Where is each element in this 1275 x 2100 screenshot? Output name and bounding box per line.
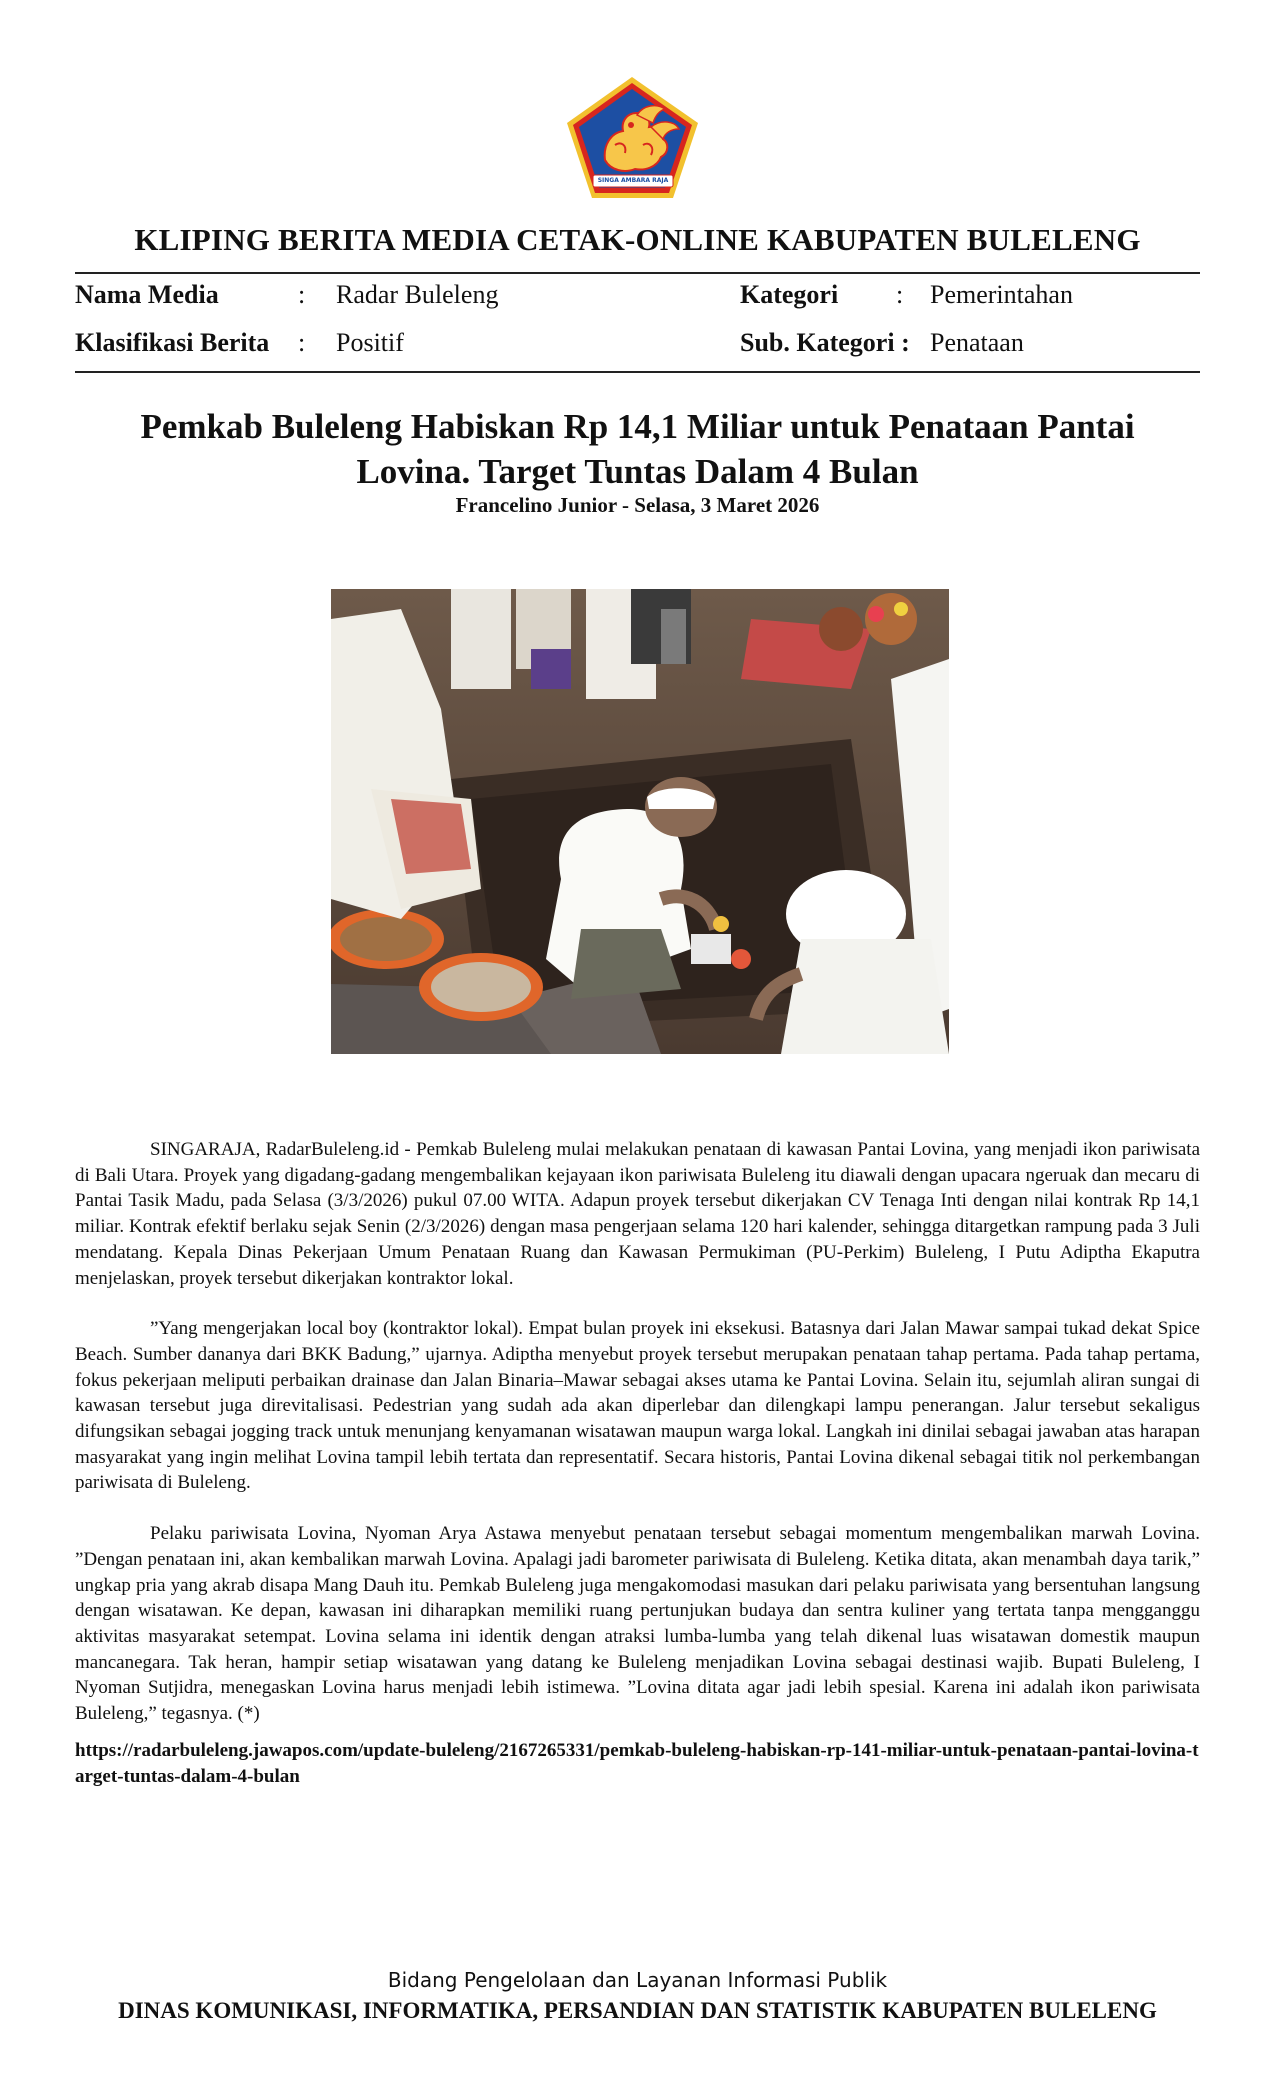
klasifikasi-label: Klasifikasi Berita	[75, 328, 270, 357]
page-title: KLIPING BERITA MEDIA CETAK-ONLINE KABUPATEN BULELENG	[134, 222, 1141, 257]
logo-banner-text: SINGA AMBARA RAJA	[597, 177, 669, 184]
divider-bottom	[75, 371, 1200, 373]
singa-ambara-raja-logo	[565, 75, 700, 200]
article-photo	[331, 589, 949, 1054]
kategori-colon: :	[896, 280, 904, 309]
klasifikasi-value: Positif	[336, 328, 404, 357]
divider-top	[75, 272, 1200, 274]
source-link[interactable]: https://radarbuleleng.jawapos.com/update-buleleng/2167265331/pemkab-buleleng-habiskan-rp-141-miliar-untuk-penataan-pantai-lovina-target-tuntas-dalam-4-bulan	[75, 1740, 1199, 1787]
footer-department: Bidang Pengelolaan dan Layanan Informasi Publik	[387, 1968, 888, 1992]
ceremony-photo-icon	[331, 589, 949, 1054]
article-headline: Pemkab Buleleng Habiskan Rp 14,1 Miliar untuk Penataan Pantai Lovina. Target Tuntas Dalam 4 Bulan	[140, 407, 1135, 491]
kategori-value: Pemerintahan	[930, 280, 1073, 309]
nama-media-colon: :	[298, 280, 306, 309]
nama-media-label: Nama Media	[75, 280, 219, 309]
kategori-label: Kategori	[740, 280, 839, 309]
klasifikasi-colon: :	[298, 328, 306, 357]
sub-kategori-label: Sub. Kategori :	[740, 328, 910, 357]
article-paragraph: ”Yang mengerjakan local boy (kontraktor lokal). Empat bulan proyek ini eksekusi. Batasnya dari Jalan Mawar sampai tukad dekat Spice Beach. Sumber dananya dari BKK Badung,” ujarnya. Adiptha menyebut proyek tersebut merupakan penataan tahap pertama. Pada tahap pertama, fokus pekerjaan meliputi perbaikan drainase dan Jalan Binaria–Mawar sebagai akses utama ke Pantai Lovina. Selain itu, sejumlah aliran sungai di kawasan tersebut juga direvitalisasi. Pedestrian yang sudah ada akan diperlebar dan dilengkapi lampu penerangan. Jalur tersebut sekaligus difungsikan sebagai jogging track untuk menunjang kenyamanan wisatawan maupun warga lokal. Langkah ini dinilai sebagai jawaban atas harapan masyarakat yang ingin melihat Lovina tampil lebih tertata dan representatif. Secara historis, Pantai Lovina dikenal sebagai titik nol perkembangan pariwisata di Buleleng.	[75, 1318, 1200, 1494]
nama-media-value: Radar Buleleng	[336, 280, 499, 309]
article-paragraph: Pelaku pariwisata Lovina, Nyoman Arya Astawa menyebut penataan tersebut sebagai momentum mengembalikan marwah Lovina. ”Dengan penataan ini, akan kembalikan marwah Lovina. Apalagi jadi barometer pariwisata di Buleleng. Ketika ditata, akan menambah daya tarik,” ungkap pria yang akrab disapa Mang Dauh itu. Pemkab Buleleng juga mengakomodasi masukan dari pelaku pariwisata yang bersentuhan langsung dengan wisatawan. Ke depan, kawasan ini diharapkan memiliki ruang pertunjukan budaya dan sentra kuliner yang tertata tanpa mengganggu aktivitas masyarakat setempat. Lovina selama ini identik dengan atraksi lumba-lumba yang telah dikenal luas wisatawan domestik maupun mancanegara. Tak heran, hampir setiap wisatawan yang datang ke Buleleng menjadikan Lovina sebagai destinasi wajib. Bupati Buleleng, I Nyoman Sutjidra, menegaskan Lovina harus menjadi lebih istimewa. ”Lovina ditata agar jadi lebih spesial. Karena ini adalah ikon pariwisata Buleleng,” tegasnya. (*)	[75, 1523, 1200, 1725]
article-body	[75, 1137, 1200, 1752]
sub-kategori-value: Penataan	[930, 328, 1024, 357]
article-paragraph: SINGARAJA, RadarBuleleng.id - Pemkab Buleleng mulai melakukan penataan di kawasan Pantai Lovina, yang menjadi ikon pariwisata di Bali Utara. Proyek yang digadang-gadang mengembalikan kejayaan ikon pariwisata Buleleng itu diawali dengan upacara ngeruak dan mecaru di Pantai Tasik Madu, pada Selasa (3/3/2026) pukul 07.00 WITA. Adapun proyek tersebut dikerjakan CV Tenaga Inti dengan nilai kontrak Rp 14,1 miliar. Kontrak efektif berlaku sejak Senin (2/3/2026) dengan masa pengerjaan selama 120 hari kalender, sehingga ditargetkan rampung pada 3 Juli mendatang. Kepala Dinas Pekerjaan Umum Penataan Ruang dan Kawasan Permukiman (PU-Perkim) Buleleng, I Putu Adiptha Ekaputra menjelaskan, proyek tersebut dikerjakan kontraktor lokal.	[75, 1139, 1200, 1289]
footer-agency: DINAS KOMUNIKASI, INFORMATIKA, PERSANDIAN DAN STATISTIK KABUPATEN BULELENG	[118, 1998, 1157, 2023]
article-byline: Francelino Junior - Selasa, 3 Maret 2026	[455, 493, 820, 517]
